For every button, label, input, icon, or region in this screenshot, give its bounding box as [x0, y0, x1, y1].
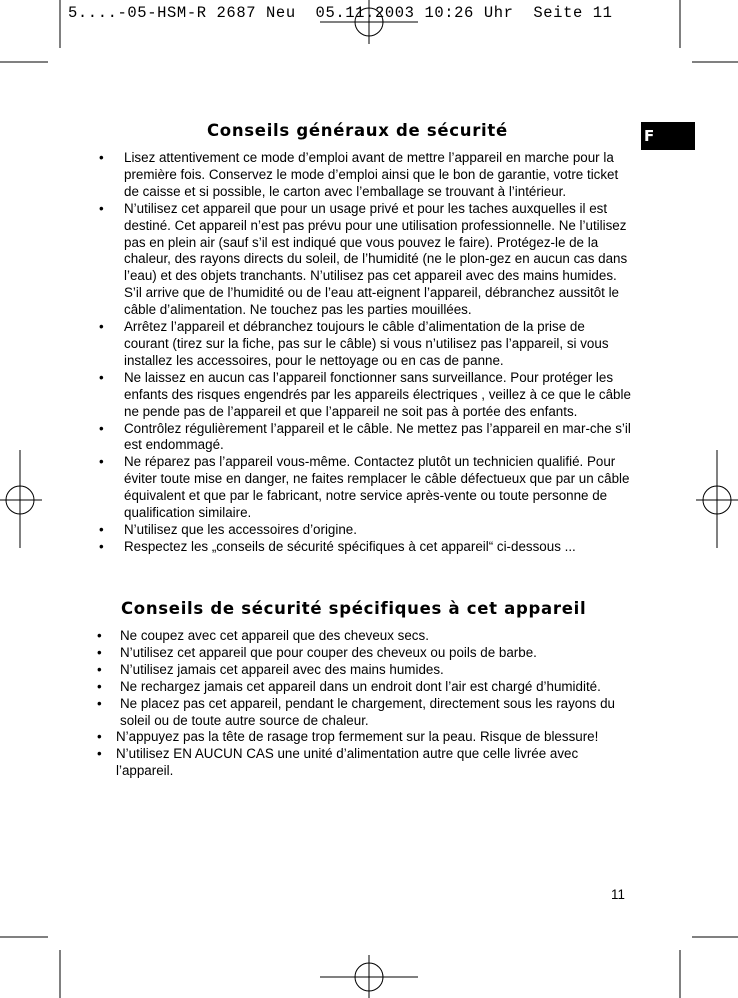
list-item: • Ne laissez en aucun cas l’appareil fonctionner sans surveillance. Pour protéger les enfants des risques engendrés par les appareils électriques , veillez à ce que le câble ne pende pas de l’appareil et que l’appareil ne soit pas à portée des enfants. [99, 369, 631, 419]
list-item: • N’utilisez cet appareil que pour un usage privé et pour les taches auxquelles il est destiné. Cet appareil n’est pas prévu pour une utilisation professionnelle. Ne l’utilisez pas en plein air (sauf s’il est indiqué que vous pouvez le faire). Protégez-le de la chaleur, des rayons directs du soleil, de l’humidité (ne le plon-gez en aucun cas dans l’eau) et des objets tranchants. N’utilisez pas cet appareil avec des mains humides. S’il arrive que de l’humidité ou de l’eau att-eignent l’appareil, débranchez aussitôt le câble d’alimentation. Ne touchez pas les parties mouillées. [99, 200, 628, 318]
page-number: 11 [611, 887, 625, 902]
list-item: • N’utilisez jamais cet appareil avec des mains humides. [97, 661, 444, 677]
list-item: • Contrôlez régulièrement l’appareil et le câble. Ne mettez pas l’appareil en mar-che s’il est endommagé. [99, 420, 631, 453]
list-item: • Ne placez pas cet appareil, pendant le chargement, directement sous les rayons du soleil ou de toute autre source de chaleur. [97, 695, 615, 728]
list-item: • N’utilisez cet appareil que pour couper des cheveux ou poils de barbe. [97, 644, 537, 660]
list-item: • Ne rechargez jamais cet appareil dans un endroit dont l’air est chargé d’humidité. [97, 678, 601, 694]
general-safety-list [96, 150, 631, 556]
general-safety-title: Conseils généraux de sécurité [207, 121, 508, 140]
specific-safety-title: Conseils de sécurité spécifiques à cet appareil [121, 599, 587, 618]
language-tab: F [641, 122, 695, 150]
crosshair-right-icon [696, 450, 738, 548]
list-item: • Lisez attentivement ce mode d’emploi avant de mettre l’appareil en marche pour la première fois. Conservez le mode d’emploi ainsi que le bon de garantie, votre ticket de caisse et si possible, le carton avec l’emballage se trouvant à l’intérieur. [99, 150, 619, 199]
list-item: • Arrêtez l’appareil et débranchez toujours le câble d’alimentation de la prise de courant (tirez sur la fiche, pas sur le câble) si vous n’utilisez pas l’appareil, si vous installez les accessoires, pour le nettoyage ou en cas de panne. [99, 319, 609, 368]
list-item: • Respectez les „conseils de sécurité spécifiques à cet appareil“ ci-dessous ... [99, 538, 576, 554]
crosshair-bottom-icon [320, 955, 418, 998]
list-item: • Ne réparez pas l’appareil vous-même. Contactez plutôt un technicien qualifié. Pour éviter toute mise en danger, ne faites remplacer le câble défectueux que par un câble équivalent et que par le fabricant, notre service après-vente ou toute personne de qualification similaire. [99, 454, 630, 521]
crosshair-left-icon [0, 450, 42, 548]
specific-safety-list [94, 628, 634, 780]
list-item: • N’utilisez EN AUCUN CAS une unité d’alimentation autre que celle livrée avec l’appareil. [97, 746, 579, 779]
list-item: • N’utilisez que les accessoires d’origine. [99, 521, 357, 537]
print-slug-header: 5....-05-HSM-R 2687 Neu 05.11.2003 10:26 Uhr Seite 11 [68, 4, 613, 22]
list-item: • Ne coupez avec cet appareil que des cheveux secs. [97, 628, 429, 643]
list-item: • N’appuyez pas la tête de rasage trop fermement sur la peau. Risque de blessure! [97, 729, 599, 745]
